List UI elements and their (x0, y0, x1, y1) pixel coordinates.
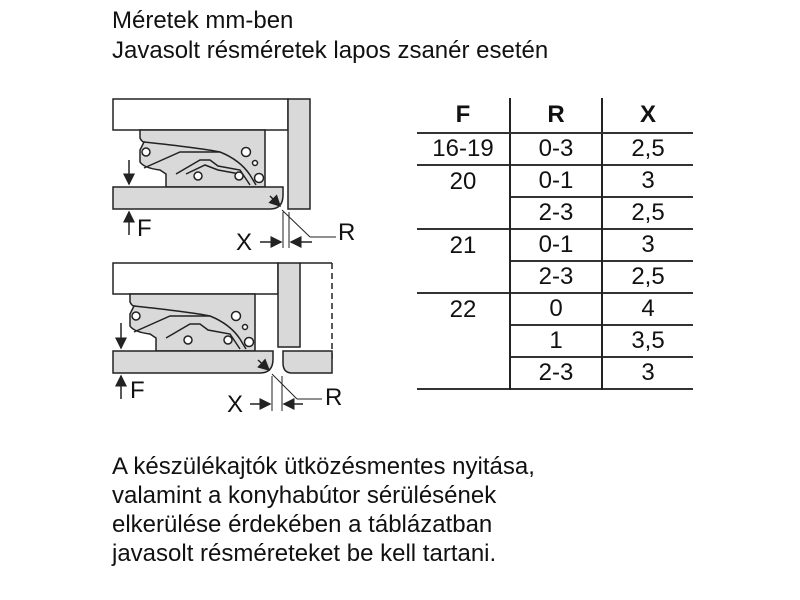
table-row (417, 357, 693, 389)
cell-r: 0-3 (510, 133, 602, 165)
note-line: elkerülése érdekében a táblázatban (112, 511, 493, 538)
note-line: A készülékajtók ütközésmentes nyitása, (112, 453, 535, 480)
label-f-top: F (137, 215, 152, 242)
cell-f (417, 197, 510, 229)
table-row (417, 325, 693, 357)
column-header-r: R (510, 98, 602, 133)
cell-x: 2,5 (602, 261, 693, 293)
cell-r: 1 (510, 325, 602, 357)
gap-dimensions-table (417, 98, 693, 390)
table-row (417, 293, 693, 325)
hinge-diagrams (100, 90, 370, 420)
cell-r: 0-1 (510, 229, 602, 261)
label-r-bottom: R (325, 384, 343, 411)
cell-f: 20 (417, 165, 510, 197)
cell-r: 2-3 (510, 261, 602, 293)
column-header-f: F (417, 98, 510, 133)
cell-x: 3,5 (602, 325, 693, 357)
label-f-bottom: F (130, 377, 145, 404)
installation-note (112, 452, 535, 568)
cell-x: 2,5 (631, 135, 665, 162)
cell-f (417, 325, 510, 357)
cell-r: 2-3 (510, 197, 602, 229)
table-header-row (417, 98, 693, 133)
label-x-top: X (236, 229, 253, 256)
table-row (417, 197, 693, 229)
cell-x: 3 (602, 165, 693, 197)
cell-f: 16-19 (432, 135, 494, 162)
cell-r: 0-1 (510, 165, 602, 197)
note-line: valamint a konyhabútor sérülésének (112, 482, 497, 509)
cell-r: 0 (510, 293, 602, 325)
hinge-diagram-bottom (113, 263, 332, 411)
cell-f: 21 (417, 229, 510, 261)
cell-x: 2,5 (602, 197, 693, 229)
heading-line-2: Javasolt résméretek lapos zsanér esetén (112, 37, 549, 64)
cell-x: 3 (602, 357, 693, 389)
table-row (417, 229, 693, 261)
note-line: javasolt résméreteket be kell tartani. (112, 540, 497, 567)
cell-x: 3 (602, 229, 693, 261)
cell-f (417, 357, 510, 389)
cell-r: 2-3 (510, 357, 602, 389)
label-r-top: R (338, 219, 356, 246)
column-header-x: X (602, 98, 693, 133)
heading-line-1: Méretek mm-ben (112, 7, 294, 34)
cell-x: 4 (602, 293, 693, 325)
table-row (417, 133, 693, 165)
table-row (417, 165, 693, 197)
cell-f: 22 (417, 293, 510, 325)
table-row (417, 261, 693, 293)
label-x-bottom: X (227, 391, 244, 418)
cell-f (417, 261, 510, 293)
dimensions-heading (112, 6, 548, 66)
